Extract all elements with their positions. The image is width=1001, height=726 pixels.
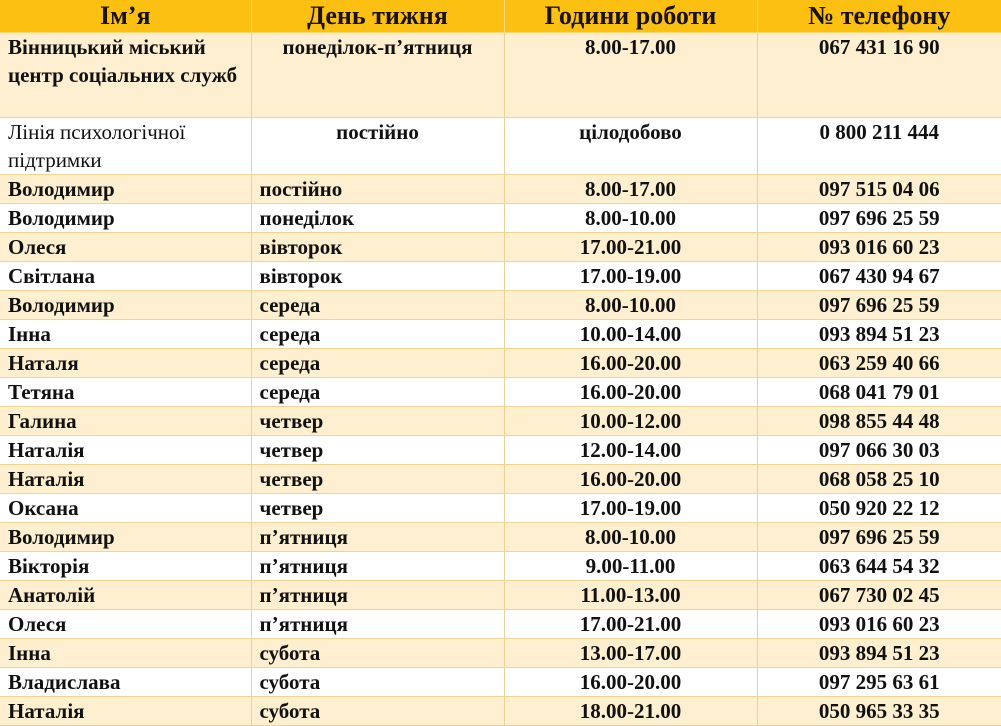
cell-phone: 050 920 22 12 [757,494,1001,523]
cell-phone: 068 041 79 01 [757,378,1001,407]
cell-phone: 0 800 211 444 [757,118,1001,175]
cell-phone: 097 295 63 61 [757,668,1001,697]
cell-hours: 17.00-21.00 [504,233,757,262]
table-row [0,33,1001,118]
cell-day: постійно [251,118,504,175]
table-row [0,465,1001,494]
cell-hours: цілодобово [504,118,757,175]
cell-day: вівторок [251,233,504,262]
table-row [0,118,1001,175]
cell-phone: 097 515 04 06 [757,175,1001,204]
cell-phone: 063 644 54 32 [757,552,1001,581]
cell-day: четвер [251,494,504,523]
cell-name: Наталія [0,436,251,465]
cell-hours: 16.00-20.00 [504,465,757,494]
cell-hours: 10.00-14.00 [504,320,757,349]
cell-name: Наталія [0,465,251,494]
table-row [0,668,1001,697]
cell-name: Володимир [0,523,251,552]
cell-day: середа [251,349,504,378]
cell-name: Владислава [0,668,251,697]
column-header-day: День тижня [251,0,504,33]
cell-day: четвер [251,465,504,494]
cell-hours: 8.00-10.00 [504,291,757,320]
table-row [0,233,1001,262]
table-row [0,581,1001,610]
cell-hours: 17.00-21.00 [504,610,757,639]
cell-hours: 8.00-17.00 [504,33,757,118]
table-row [0,204,1001,233]
table-row [0,494,1001,523]
cell-name: Олеся [0,610,251,639]
cell-hours: 17.00-19.00 [504,262,757,291]
cell-hours: 13.00-17.00 [504,639,757,668]
cell-day: понеділок-п’ятниця [251,33,504,118]
cell-day: субота [251,668,504,697]
cell-hours: 8.00-10.00 [504,523,757,552]
table-row [0,552,1001,581]
table-row [0,610,1001,639]
cell-hours: 16.00-20.00 [504,378,757,407]
table-body [0,33,1001,726]
column-header-name: Ім’я [0,0,251,33]
cell-hours: 16.00-20.00 [504,668,757,697]
cell-hours: 8.00-10.00 [504,204,757,233]
table-row [0,407,1001,436]
table-row [0,349,1001,378]
column-header-phone: № телефону [757,0,1001,33]
cell-day: п’ятниця [251,523,504,552]
cell-hours: 17.00-19.00 [504,494,757,523]
cell-name: Володимир [0,204,251,233]
cell-name: Інна [0,639,251,668]
cell-phone: 098 855 44 48 [757,407,1001,436]
cell-name: Інна [0,320,251,349]
cell-phone: 097 696 25 59 [757,291,1001,320]
cell-day: п’ятниця [251,581,504,610]
cell-hours: 11.00-13.00 [504,581,757,610]
table-row [0,320,1001,349]
cell-phone: 093 894 51 23 [757,639,1001,668]
table-row [0,175,1001,204]
cell-day: п’ятниця [251,610,504,639]
cell-phone: 097 696 25 59 [757,204,1001,233]
cell-phone: 093 894 51 23 [757,320,1001,349]
cell-phone: 097 066 30 03 [757,436,1001,465]
cell-day: середа [251,291,504,320]
cell-day: п’ятниця [251,552,504,581]
table-row [0,291,1001,320]
cell-phone: 093 016 60 23 [757,610,1001,639]
cell-name: Лінія психологічної підтримки [0,118,251,175]
cell-hours: 16.00-20.00 [504,349,757,378]
table-header [0,0,1001,33]
cell-day: середа [251,378,504,407]
cell-day: постійно [251,175,504,204]
cell-name: Наталя [0,349,251,378]
table-row [0,436,1001,465]
cell-name: Олеся [0,233,251,262]
cell-name: Оксана [0,494,251,523]
table-row [0,523,1001,552]
table-row [0,262,1001,291]
column-header-hours: Години роботи [504,0,757,33]
cell-name: Володимир [0,291,251,320]
cell-hours: 8.00-17.00 [504,175,757,204]
cell-day: четвер [251,407,504,436]
table-row [0,697,1001,726]
cell-hours: 12.00-14.00 [504,436,757,465]
cell-day: субота [251,639,504,668]
cell-day: четвер [251,436,504,465]
cell-phone: 093 016 60 23 [757,233,1001,262]
cell-name: Вікторія [0,552,251,581]
cell-phone: 067 430 94 67 [757,262,1001,291]
cell-day: середа [251,320,504,349]
cell-name: Галина [0,407,251,436]
cell-hours: 18.00-21.00 [504,697,757,726]
cell-day: понеділок [251,204,504,233]
cell-phone: 063 259 40 66 [757,349,1001,378]
table-row [0,639,1001,668]
cell-hours: 9.00-11.00 [504,552,757,581]
cell-hours: 10.00-12.00 [504,407,757,436]
cell-name: Наталія [0,697,251,726]
cell-name: Світлана [0,262,251,291]
header-row [0,0,1001,33]
cell-name: Тетяна [0,378,251,407]
cell-phone: 068 058 25 10 [757,465,1001,494]
cell-phone: 067 730 02 45 [757,581,1001,610]
cell-day: субота [251,697,504,726]
cell-name: Вінницький міський центр соціальних служб [0,33,251,118]
table-row [0,378,1001,407]
cell-name: Анатолій [0,581,251,610]
cell-phone: 050 965 33 35 [757,697,1001,726]
cell-phone: 097 696 25 59 [757,523,1001,552]
cell-day: вівторок [251,262,504,291]
cell-name: Володимир [0,175,251,204]
cell-phone: 067 431 16 90 [757,33,1001,118]
